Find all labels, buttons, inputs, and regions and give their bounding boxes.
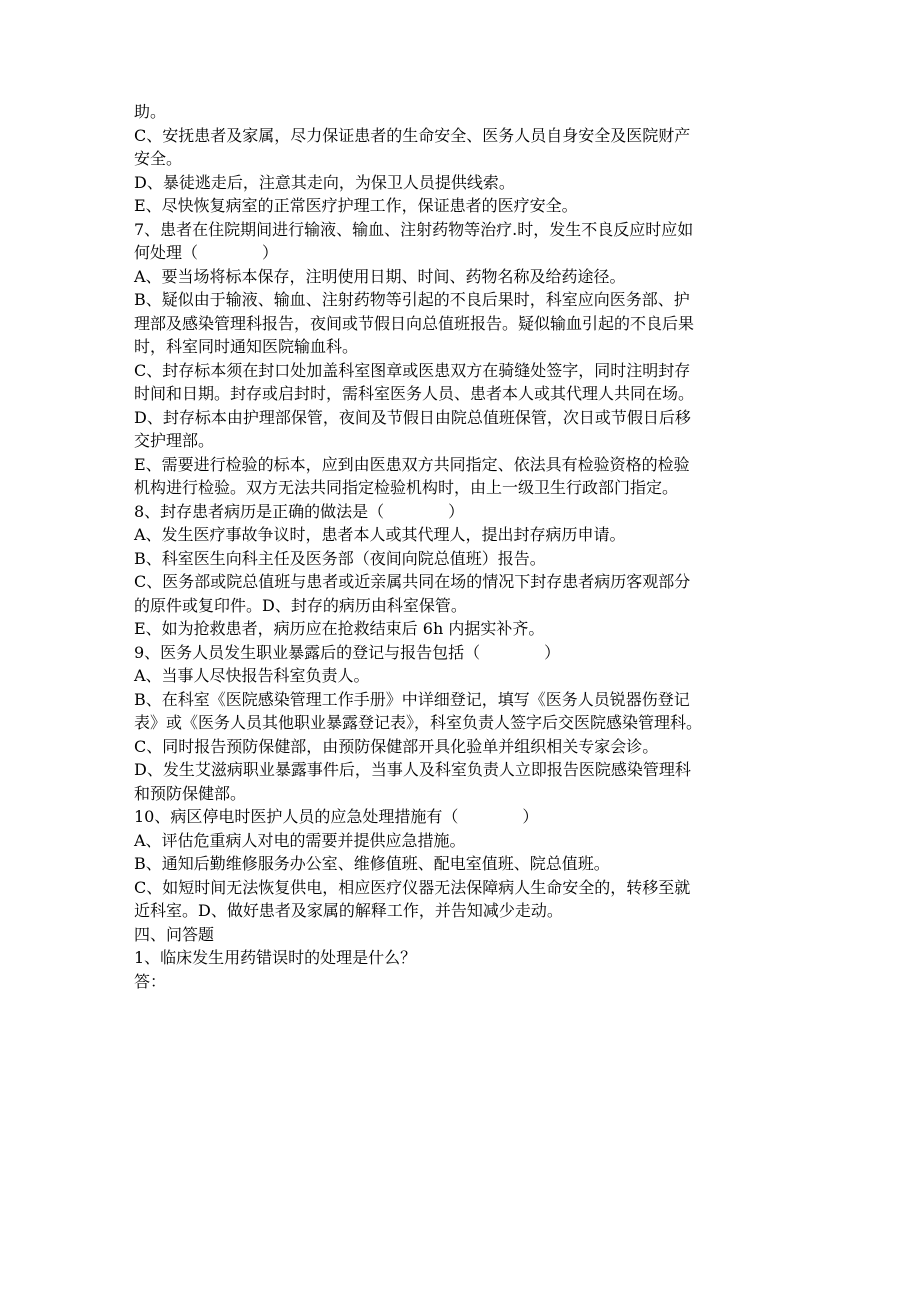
text-line: 助。 — [134, 102, 167, 121]
question-line: 10、病区停电时医护人员的应急处理措施有（ ） — [134, 807, 539, 826]
text-line: A、评估危重病人对电的需要并提供应急措施。 — [134, 830, 466, 850]
text-line: 的原件或复印件。D、封存的病历由科室保管。 — [134, 595, 467, 615]
text-line: E、如为抢救患者，病历应在抢救结束后 6h 内据实补齐。 — [134, 619, 545, 638]
question-line: 1、临床发生用药错误时的处理是什么？ — [134, 948, 417, 967]
text-line: 机构进行检验。双方无法共同指定检验机构时，由上一级卫生行政部门指定。 — [134, 478, 679, 497]
document-body — [134, 100, 794, 993]
text-line: A、当事人尽快报告科室负责人。 — [134, 666, 370, 685]
answer-label: 答： — [134, 971, 167, 991]
text-line: C、封存标本须在封口处加盖科室图章或医患双方在骑缝处签字，同时注明封存 — [134, 360, 691, 380]
text-line: D、封存标本由护理部保管，夜间及节假日由院总值班保管，次日或节假日后移 — [134, 407, 691, 427]
text-line: 表》或《医务人员其他职业暴露登记表》，科室负责人签字后交医院感染管理科。 — [134, 713, 703, 732]
text-line: D、发生艾滋病职业暴露事件后，当事人及科室负责人立即报告医院感染管理科 — [134, 760, 691, 779]
text-line: A、发生医疗事故争议时，患者本人或其代理人，提出封存病历申请。 — [134, 525, 626, 544]
question-line: 8、封存患者病历是正确的做法是（ ） — [134, 501, 465, 521]
text-line: 时，科室同时通知医院输血科。 — [134, 337, 359, 356]
section-heading: 四、问答题 — [134, 924, 215, 944]
text-line: C、同时报告预防保健部，由预防保健部开具化验单并组织相关专家会诊。 — [134, 736, 659, 756]
text-line: C、医务部或院总值班与患者或近亲属共同在场的情况下封存患者病历客观部分 — [134, 572, 691, 591]
question-line: 何处理（ ） — [134, 243, 279, 262]
text-line: B、科室医生向科主任及医务部（夜间向院总值班）报告。 — [134, 548, 546, 568]
text-line: D、暴徒逃走后，注意其走向，为保卫人员提供线索。 — [134, 172, 515, 192]
text-line: C、如短时间无法恢复供电，相应医疗仪器无法保障病人生命安全的，转移至就 — [134, 877, 691, 897]
text-line: 理部及感染管理科报告，夜间或节假日向总值班报告。疑似输血引起的不良后果 — [134, 313, 695, 333]
text-line: B、疑似由于输液、输血、注射药物等引起的不良后果时，科室应向医务部、护 — [134, 290, 690, 309]
text-line: B、在科室《医院感染管理工作手册》中详细登记，填写《医务人员锐器伤登记 — [134, 689, 690, 709]
text-line: E、尽快恢复病室的正常医疗护理工作，保证患者的医疗安全。 — [134, 196, 578, 215]
question-line: 7、患者在住院期间进行输液、输血、注射药物等治疗.时，发生不良反应时应如 — [134, 219, 694, 239]
question-line: 9、医务人员发生职业暴露后的登记与报告包括（ ） — [134, 642, 561, 662]
text-line: A、要当场将标本保存，注明使用日期、时间、药物名称及给药途径。 — [134, 266, 626, 286]
text-line: 近科室。D、做好患者及家属的解释工作，并告知减少走动。 — [134, 901, 563, 920]
text-line: 安全。 — [134, 149, 183, 168]
text-line: 交护理部。 — [134, 431, 215, 450]
text-line: 和预防保健部。 — [134, 783, 247, 803]
text-line: E、需要进行检验的标本，应到由医患双方共同指定、依法具有检验资格的检验 — [134, 454, 690, 474]
text-line: C、安抚患者及家属，尽力保证患者的生命安全、医务人员自身安全及医院财产 — [134, 125, 691, 145]
text-line: B、通知后勤维修服务办公室、维修值班、配电室值班、院总值班。 — [134, 854, 610, 873]
text-line: 时间和日期。封存或启封时，需科室医务人员、患者本人或其代理人共同在场。 — [134, 384, 695, 403]
